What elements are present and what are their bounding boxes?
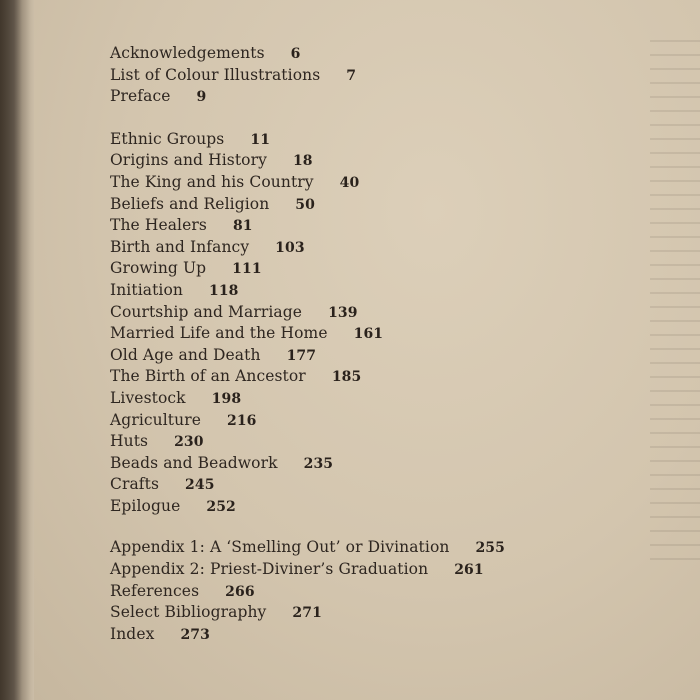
toc-entry-title: Ethnic Groups (110, 129, 225, 148)
toc-entry (110, 216, 670, 238)
group-spacer (110, 518, 670, 538)
toc-entry-page: 9 (196, 89, 207, 106)
toc-entry-title: Initiation (110, 280, 183, 299)
toc-entry-title: Beliefs and Religion (110, 194, 270, 213)
toc-entry (110, 130, 670, 152)
toc-entry-title: Appendix 2: Priest-Diviner’s Graduation (110, 560, 429, 579)
toc-entry-page: 255 (475, 540, 505, 557)
back-matter-group (110, 538, 670, 646)
toc-entry-page: 11 (250, 131, 271, 148)
toc-entry-page: 230 (174, 434, 204, 451)
toc-entry-title: Old Age and Death (110, 345, 261, 364)
toc-entry-title: Crafts (110, 475, 160, 494)
toc-entry-page: 103 (275, 239, 305, 256)
toc-entry (110, 173, 670, 195)
toc-entry-title: Courtship and Marriage (110, 302, 303, 321)
toc-entry (110, 411, 670, 433)
toc-entry (110, 66, 670, 88)
toc-entry-page: 261 (454, 562, 484, 579)
toc-entry-title: Preface (110, 87, 171, 106)
toc-entry-page: 266 (225, 583, 255, 600)
toc-entry (110, 303, 670, 325)
group-spacer (110, 109, 670, 130)
toc-entry-title: Index (110, 624, 155, 643)
toc-entry-page: 252 (206, 498, 236, 515)
front-matter-group (110, 44, 670, 109)
toc-entry-title: Growing Up (110, 259, 207, 278)
toc-entry (110, 87, 670, 109)
toc-entry-page: 245 (185, 477, 215, 494)
toc-entry-page: 81 (232, 218, 253, 235)
table-of-contents (110, 44, 670, 646)
toc-entry-page: 235 (303, 455, 334, 472)
toc-entry-title: The Healers (110, 216, 207, 235)
toc-entry (110, 44, 670, 66)
toc-entry-page: 216 (227, 412, 257, 429)
toc-entry-title: List of Colour Illustrations (110, 65, 321, 84)
toc-entry-page: 7 (346, 67, 357, 84)
toc-entry (110, 346, 670, 368)
toc-entry (110, 625, 670, 647)
toc-entry-page: 271 (292, 605, 322, 622)
toc-entry-page: 198 (211, 390, 242, 407)
toc-entry (110, 238, 670, 260)
toc-entry (110, 151, 670, 173)
toc-entry-page: 161 (353, 326, 384, 343)
toc-entry-page: 111 (232, 261, 262, 278)
toc-entry (110, 281, 670, 303)
toc-entry (110, 324, 670, 346)
toc-entry-page: 177 (286, 347, 317, 364)
toc-entry (110, 454, 670, 476)
toc-entry-title: Beads and Beadwork (110, 453, 278, 472)
toc-entry-title: Birth and Infancy (110, 237, 250, 256)
toc-entry (110, 497, 670, 519)
toc-entry-page: 118 (209, 282, 239, 299)
toc-entry (110, 389, 670, 411)
toc-entry-page: 50 (295, 196, 315, 213)
toc-entry (110, 367, 670, 389)
toc-entry-title: Origins and History (110, 151, 267, 170)
toc-entry (110, 582, 670, 604)
toc-entry (110, 259, 670, 281)
book-gutter-shadow (0, 0, 34, 700)
toc-entry (110, 603, 670, 625)
toc-entry-title: Appendix 1: A ‘Smelling Out’ or Divination (110, 538, 450, 557)
toc-entry-title: Select Bibliography (110, 603, 267, 622)
toc-entry (110, 538, 670, 560)
toc-entry-page: 40 (339, 174, 360, 191)
toc-entry-title: Married Life and the Home (110, 324, 328, 343)
toc-entry-title: The Birth of an Ancestor (110, 367, 306, 386)
toc-entry (110, 432, 670, 454)
toc-entry-title: Epilogue (110, 496, 181, 515)
toc-entry-title: The King and his Country (110, 172, 314, 191)
toc-entry-title: Huts (110, 432, 149, 451)
toc-entry-page: 18 (292, 153, 313, 170)
toc-entry-title: Livestock (110, 388, 186, 407)
toc-entry-title: References (110, 581, 200, 600)
toc-entry-page: 6 (290, 46, 301, 62)
toc-entry-title: Acknowledgements (110, 44, 265, 62)
toc-entry (110, 195, 670, 217)
chapters-group (110, 130, 670, 519)
toc-entry-page: 185 (331, 369, 362, 386)
toc-entry-title: Agriculture (110, 410, 201, 429)
toc-entry-page: 139 (328, 304, 358, 321)
toc-entry-page: 273 (180, 626, 210, 643)
toc-entry (110, 560, 670, 582)
toc-entry (110, 475, 670, 497)
